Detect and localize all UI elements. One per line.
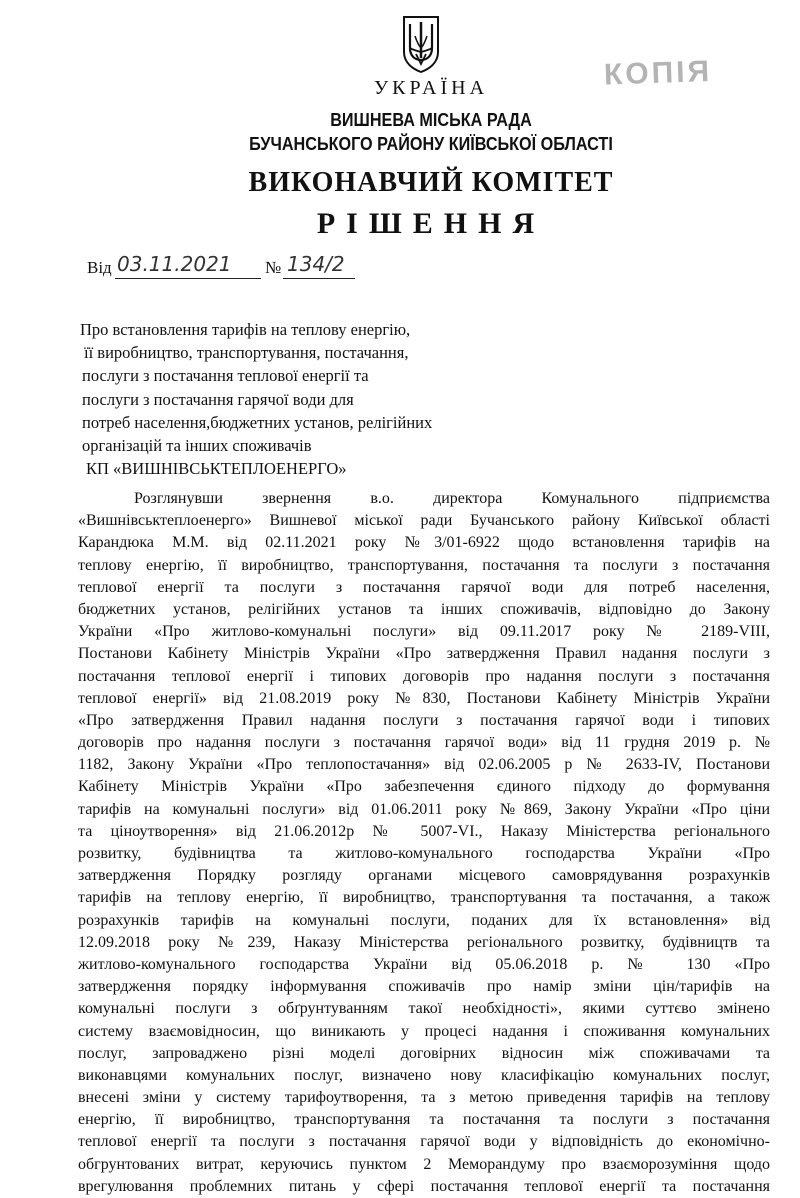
body-line: Розглянувши звернення в.о. директора Комунального підприємства [134, 490, 770, 507]
body-line: розвитку, будівництва та житлово-комунального господарства України «Про [78, 845, 770, 862]
body-line: та ціноутворення» від 21.06.2012р № 5007-VI., Наказу Міністерства регіонального [78, 822, 770, 840]
body-line: затвердження порядку інформування споживачів про намір зміни цін/тарифів на [78, 978, 770, 996]
council-district: БУЧАНСЬКОГО РАЙОНУ КИЇВСЬКОЇ ОБЛАСТІ [249, 134, 613, 154]
committee-title: ВИКОНАВЧИЙ КОМІТЕТ [248, 167, 614, 198]
body-line: України «Про житлово-комунальні послуги» від 09.11.2017 року № 2189-VIII, [78, 623, 770, 641]
handwritten-date: 03.11.2021 [117, 252, 232, 276]
body-line: систему взаємовідносин, що виникають у процесі надання і споживання комунальних [78, 1022, 770, 1040]
body-line: Карандюка М.М. від 02.11.2021 року №3/01-6922 щодо встановлення тарифів на [78, 534, 770, 552]
body-line: постачання теплової енергії і типових договорів про надання послуги з постачання [78, 667, 770, 685]
subject-line: організацій та інших споживачів [82, 436, 312, 456]
body-line: Постанови Кабінету Міністрів України «Про затвердження Правил надання послуги з [78, 645, 770, 663]
country-name: УКРАЇНА [373, 77, 489, 99]
body-line: теплової енергії та послуги з постачання гарячої води у відповідність до економічно- [78, 1133, 770, 1151]
body-line: виконавцями комунальних послуг, визначено нову класифікацію комунальних послуг, [78, 1066, 770, 1084]
body-line: теплової енергії та послуги з постачання гарячої води для потреб населення, [78, 578, 770, 596]
body-line: внесені зміни у систему тарифоутворення, та з метою приведення тарифів на теплову [78, 1089, 770, 1107]
body-line: Кабінету Міністрів України «Про забезпечення єдиного підходу до формування [78, 778, 770, 796]
subject-line: потреб населення,бюджетних установ, релігійних [82, 412, 433, 432]
trident-coat-of-arms-icon [401, 14, 441, 74]
body-line: теплову енергію, її виробництво, транспортування, постачання та послуги з постачання [78, 556, 770, 574]
body-line: 1182, Закону України «Про теплопостачання» від 02.06.2005 р № 2633-IV, Постанови [78, 756, 770, 774]
subject-line: її виробництво, транспортування, постачання, [84, 343, 409, 363]
body-line: тарифів на комунальні послуги» від 01.06.2011 року №869, Закону України «Про ціни [78, 800, 770, 818]
body-line: обгрунтованих витрат, керуючись пунктом 2 Меморандуму про взаєморозуміння щодо [78, 1155, 770, 1173]
subject-line: Про встановлення тарифів на теплову енергію, [80, 320, 411, 339]
date-underline [115, 278, 261, 279]
body-line: тарифів на теплову енергію, її виробництво, транспортування та постачання, а також [78, 889, 770, 907]
body-line: договорів про надання послуги з постачання гарячої води» від 11 грудня 2019 р. № [78, 734, 770, 752]
body-line: «Про затвердження Правил надання послуги з постачання гарячої води і типових [78, 711, 770, 729]
body-line: врегулювання проблемних питань у сфері постачання теплової енергії та постачання [78, 1177, 770, 1195]
body-line: розрахунків тарифів на комунальні послуги, поданих для їх встановлення» від [78, 911, 770, 929]
body-line: теплової енергії» від 21.08.2019 року №830, Постанови Кабінету Міністрів України [78, 689, 770, 707]
copy-stamp: КОПІЯ [603, 54, 713, 92]
subject-line: КП «ВИШНІВСЬКТЕПЛОЕНЕРГО» [86, 459, 347, 479]
body-line: енергію, її виробництво, транспортування та постачання та послуги з постачання [78, 1111, 770, 1129]
body-line: бюджетних установ, релігійних установ та інших споживачів, відповідно до Закону [78, 600, 770, 618]
date-label: Від [87, 258, 112, 277]
decision-body-text [78, 488, 770, 1198]
body-line: послуг, запроваджено різні моделі договірних відносин між споживачами та [78, 1044, 770, 1062]
subject-line: послуги з постачання теплової енергії та [82, 366, 369, 386]
body-line: житлово-комунального господарства України від 05.06.2018 р. № 130 «Про [78, 955, 770, 973]
body-line: затвердження Порядку розгляду органами місцевого самоврядування розрахунків [78, 867, 770, 885]
handwritten-number: 134/2 [287, 252, 345, 276]
number-label: № [265, 258, 282, 277]
decision-subject [80, 318, 560, 480]
body-line: комунальні послуги з обґрунтуванням такої необхідності», якими суттєво змінено [78, 1000, 770, 1018]
body-line: 12.09.2018 року №239, Наказу Міністерства регіонального розвитку, будівництв та [78, 933, 770, 951]
body-line: «Вишнівськтеплоенерго» Вишневої міської ради Бучанського району Київської області [78, 512, 770, 530]
subject-line: послуги з постачання гарячої води для [82, 389, 354, 409]
decision-title: РІШЕННЯ [316, 207, 546, 240]
council-name: ВИШНЕВА МІСЬКА РАДА [330, 110, 532, 130]
number-underline [283, 278, 355, 279]
